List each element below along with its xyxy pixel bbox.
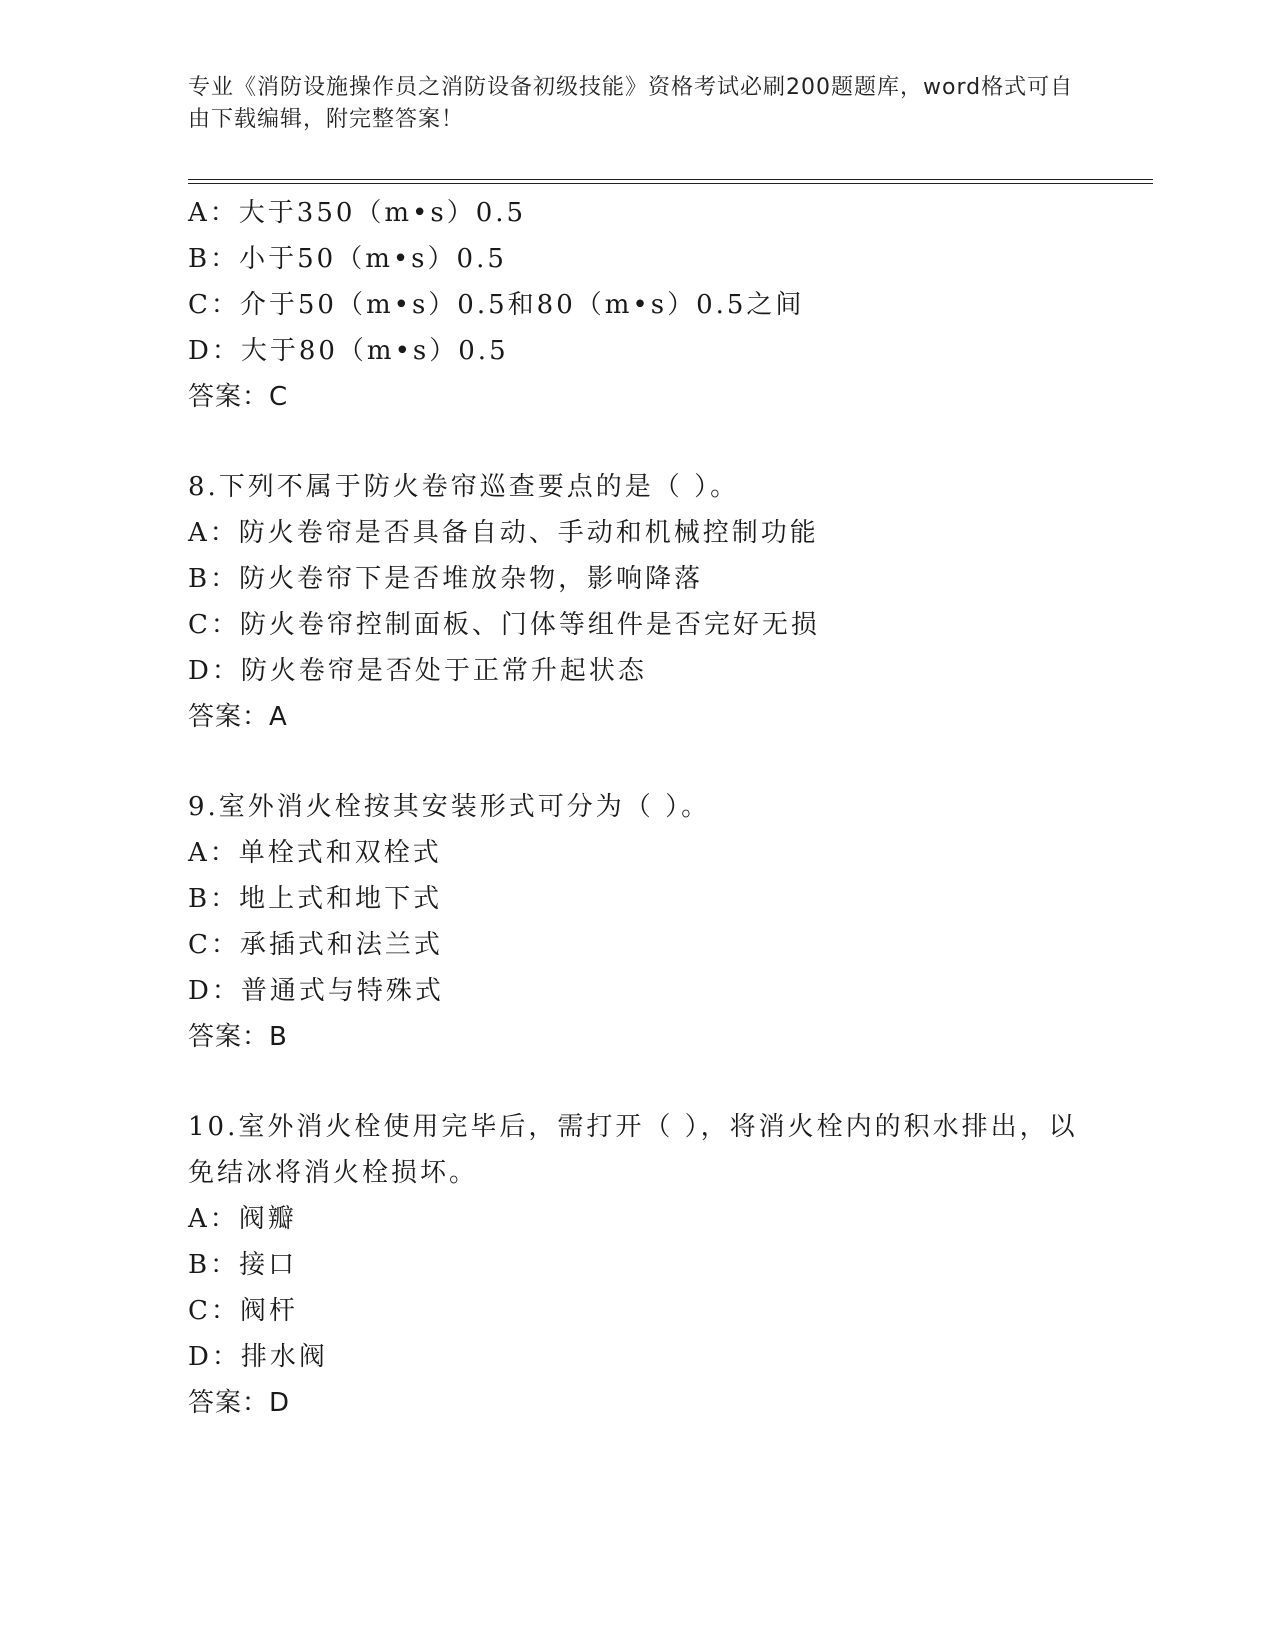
answer: 答案：A [188,702,288,732]
header-double-rule [188,179,1153,184]
answer: 答案：C [188,382,289,412]
option-c: C：阀杆 [188,1296,298,1326]
option-b: B：地上式和地下式 [188,884,443,914]
answer: 答案：D [188,1388,291,1418]
document-header: 专业《消防设施操作员之消防设备初级技能》资格考试必刷200题题库，word格式可自由下载编辑，附完整答案！ [188,75,1074,132]
option-d: D：排水阀 [188,1342,328,1372]
option-d: D：大于80（m•s）0.5 [188,336,509,366]
option-a: A：大于350（m•s）0.5 [188,198,527,228]
option-c: C：承插式和法兰式 [188,930,443,960]
option-b: B：防火卷帘下是否堆放杂物，影响降落 [188,564,704,594]
question-10 [188,1104,1153,1426]
option-a: A：防火卷帘是否具备自动、手动和机械控制功能 [188,518,819,548]
option-c: C：防火卷帘控制面板、门体等组件是否完好无损 [188,610,820,640]
option-a: A：阀瓣 [188,1204,297,1234]
question-9 [188,784,1153,1060]
question-content [188,190,1153,1426]
answer: 答案：B [188,1022,288,1052]
question-stem: 10.室外消火栓使用完毕后，需打开（ ），将消火栓内的积水排出，以免结冰将消火栓损坏。 [188,1112,1078,1188]
option-d: D：普通式与特殊式 [188,976,444,1006]
question-stem: 9.室外消火栓按其安装形式可分为（ ）。 [188,792,711,822]
question-8 [188,464,1153,740]
option-a: A：单栓式和双栓式 [188,838,442,868]
spacer [188,1060,1153,1104]
option-c: C：介于50（m•s）0.5和80（m•s）0.5之间 [188,290,805,320]
option-d: D：防火卷帘是否处于正常升起状态 [188,656,647,686]
question-7 [188,190,1153,420]
question-stem: 8.下列不属于防火卷帘巡查要点的是（ ）。 [188,472,740,502]
spacer [188,740,1153,784]
option-b: B：接口 [188,1250,298,1280]
spacer [188,420,1153,464]
option-b: B：小于50（m•s）0.5 [188,244,507,274]
